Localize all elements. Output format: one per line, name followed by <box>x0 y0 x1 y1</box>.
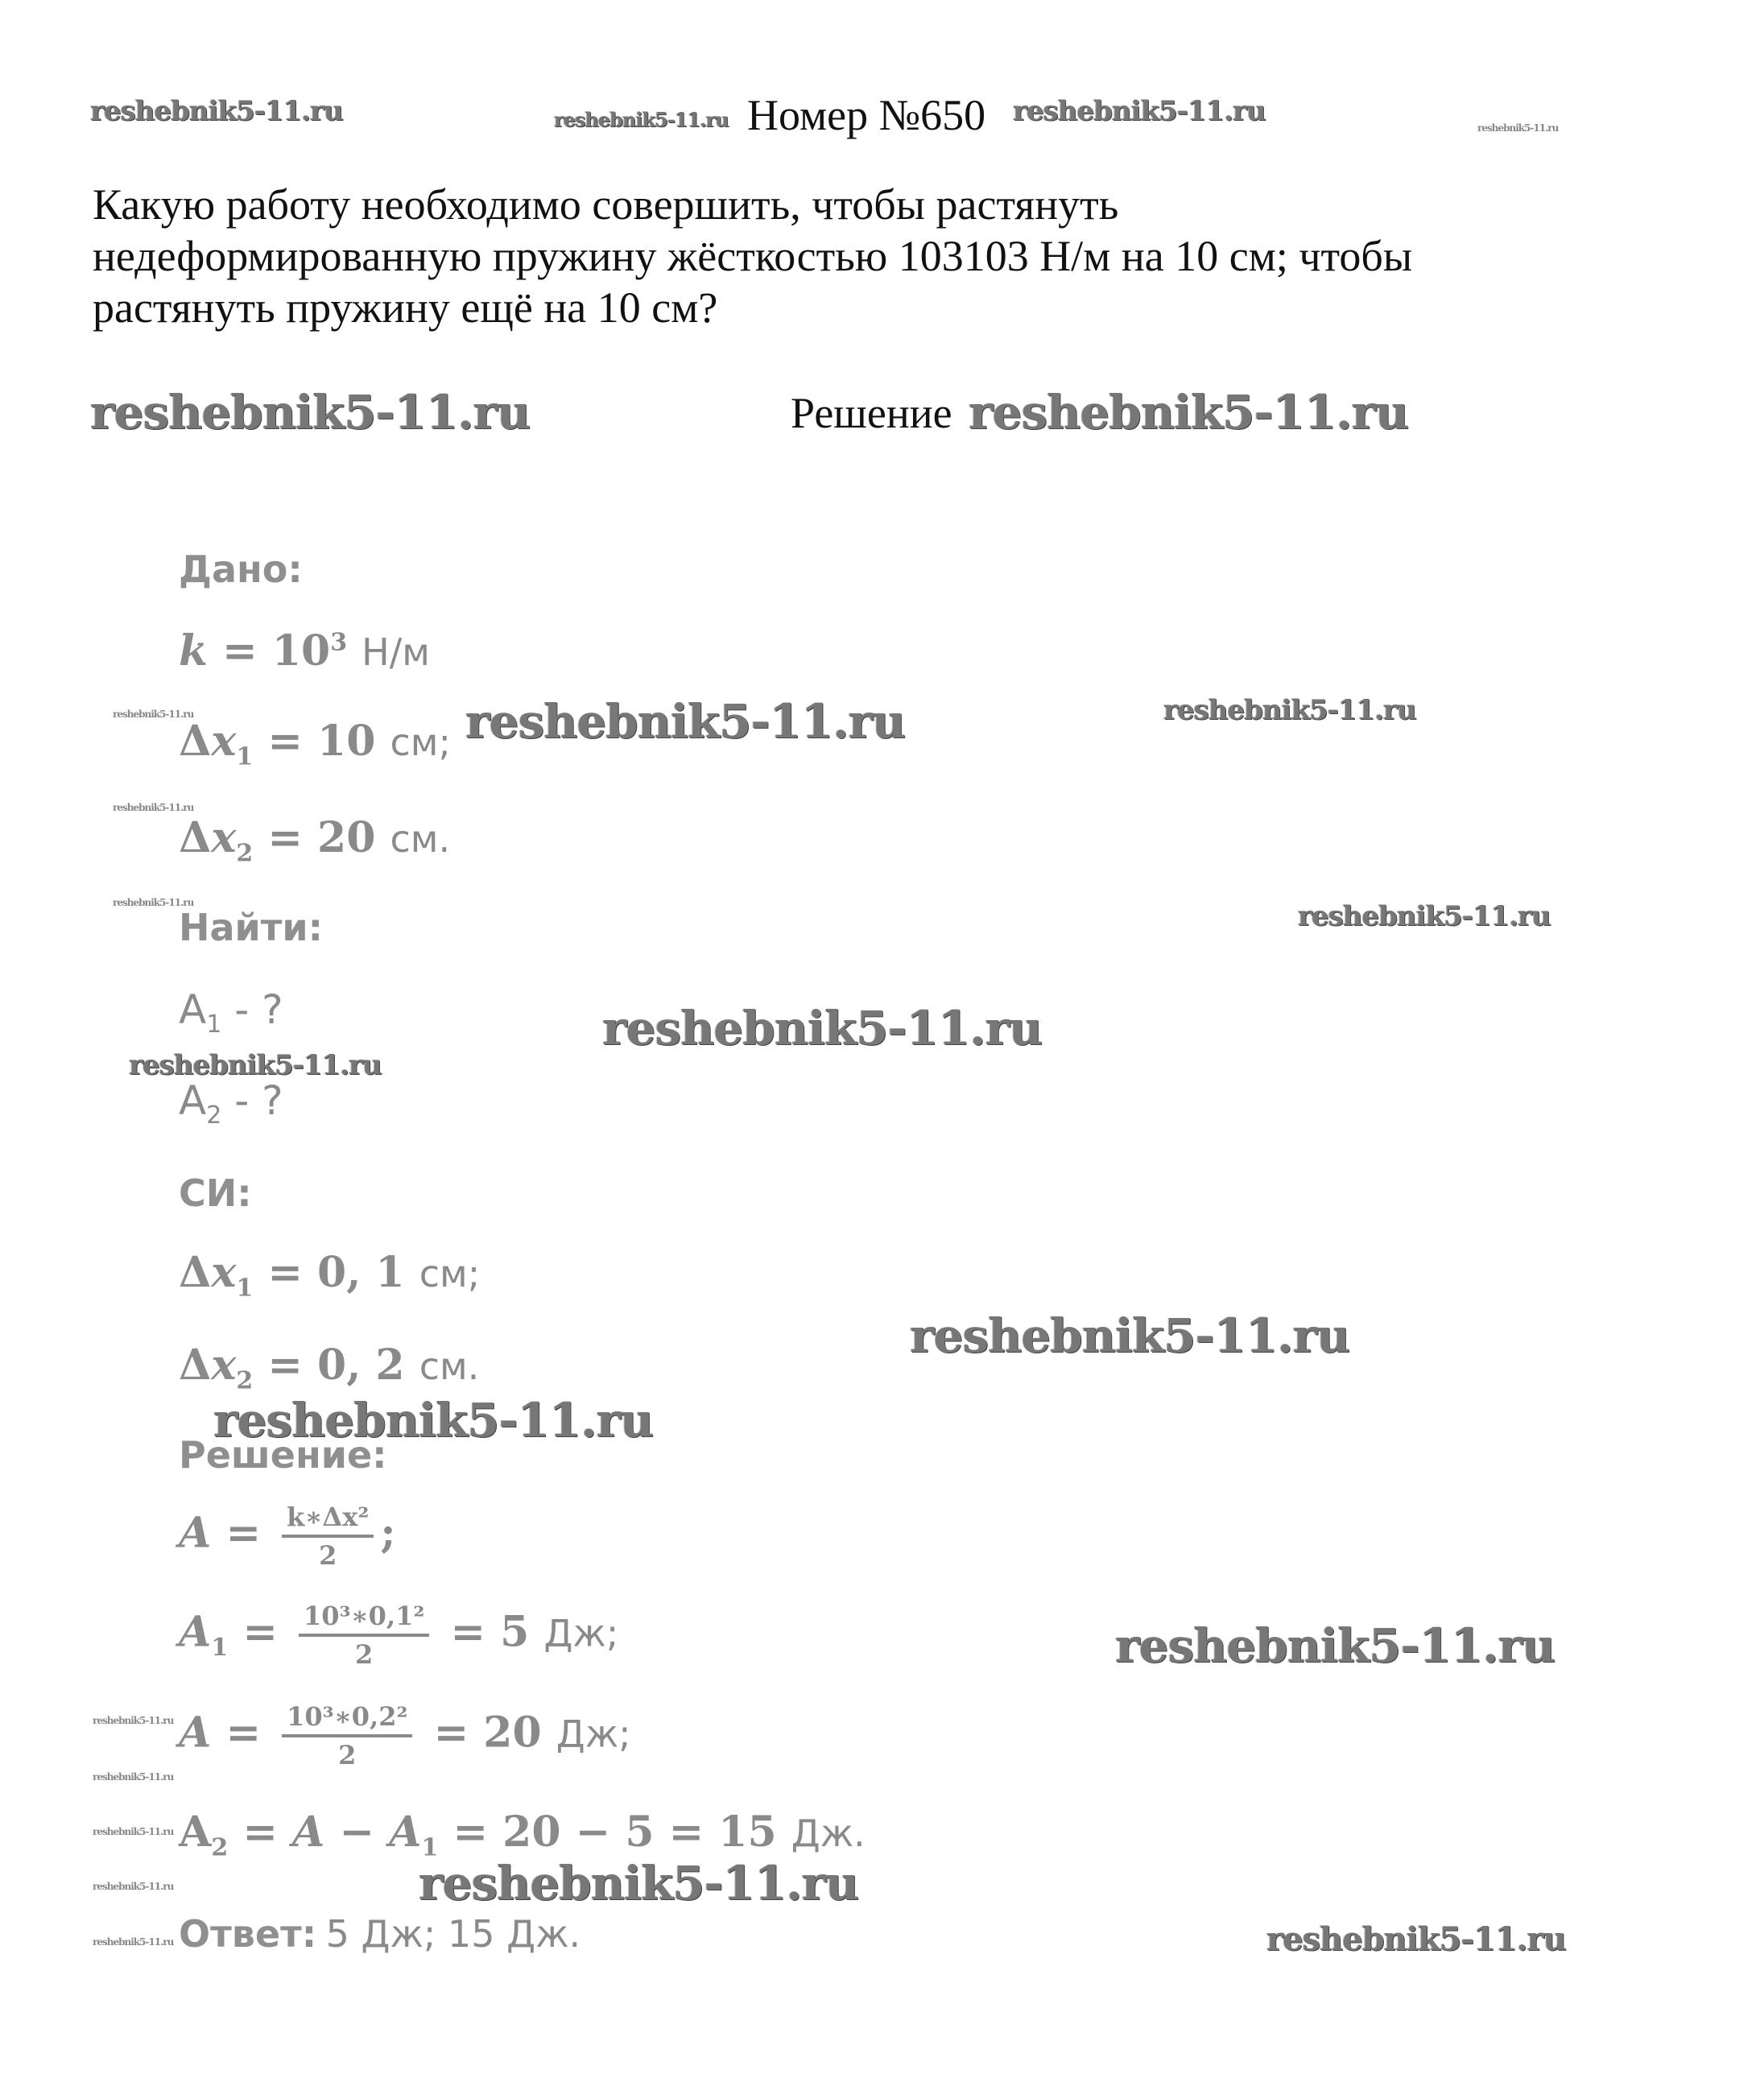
watermark: reshebnik5-11.ru <box>1298 900 1551 932</box>
watermark: reshebnik5-11.ru <box>1266 1920 1566 1958</box>
si-label: СИ: <box>179 1171 252 1215</box>
problem-title: Номер №650 <box>747 91 986 139</box>
find-label: Найти: <box>179 906 324 949</box>
watermark: reshebnik5-11.ru <box>1163 694 1416 726</box>
find-a2: $A_2$ - ? <box>179 1077 283 1130</box>
given-dx1: $\Delta x_1 = 10$ см; <box>179 717 452 771</box>
watermark: reshebnik5-11.ru <box>1115 1618 1555 1673</box>
watermark: reshebnik5-11.ru <box>93 1826 174 1837</box>
question-line: Какую работу необходимо совершить, чтобы растянуть <box>93 180 1119 229</box>
formula-a2: $A_2 = A - A_1 = 20 - 5 = 15$ Дж. <box>179 1808 865 1862</box>
watermark: reshebnik5-11.ru <box>113 709 194 720</box>
question-text <box>93 179 1663 333</box>
watermark: reshebnik5-11.ru <box>213 1393 654 1448</box>
answer: Ответ: 5 Дж; 15 Дж. <box>179 1912 581 1956</box>
watermark: reshebnik5-11.ru <box>113 802 194 813</box>
watermark: reshebnik5-11.ru <box>1013 95 1266 127</box>
watermark: reshebnik5-11.ru <box>969 385 1409 440</box>
watermark: reshebnik5-11.ru <box>602 1001 1043 1056</box>
watermark: reshebnik5-11.ru <box>554 108 729 131</box>
solution-label: Решение: <box>179 1433 387 1477</box>
find-a1: $A_1$ - ? <box>179 986 283 1039</box>
given-dx2: $\Delta x_2 = 20$ см. <box>179 813 451 868</box>
si-dx2: $\Delta x_2 = 0$, 2 см. <box>179 1341 480 1395</box>
given-k: $k = 10^3$ Н/м <box>179 626 430 675</box>
watermark: reshebnik5-11.ru <box>129 1049 382 1081</box>
question-line: недеформированную пружину жёсткостью 103103 Н/м на 10 см; чтобы <box>93 232 1413 280</box>
watermark: reshebnik5-11.ru <box>90 385 531 440</box>
formula-a1: $A_1$ = $\frac{\text{10³∗0,1²}}{2}$ = 5 Дж; <box>179 1598 618 1672</box>
given-label: Дано: <box>179 547 303 591</box>
watermark: reshebnik5-11.ru <box>910 1308 1350 1363</box>
watermark: reshebnik5-11.ru <box>93 1936 174 1948</box>
watermark: reshebnik5-11.ru <box>1477 122 1559 134</box>
watermark: reshebnik5-11.ru <box>93 1881 174 1892</box>
watermark: reshebnik5-11.ru <box>113 897 194 908</box>
watermark: reshebnik5-11.ru <box>93 1715 174 1726</box>
formula-work: A = $\frac{\text{k∗Δx²}}{2}$ ; <box>179 1499 396 1573</box>
watermark: reshebnik5-11.ru <box>90 95 343 127</box>
question-line: растянуть пружину ещё на 10 см? <box>93 283 718 332</box>
watermark: reshebnik5-11.ru <box>465 694 906 749</box>
solution-heading: Решение <box>791 389 952 437</box>
watermark: reshebnik5-11.ru <box>419 1856 859 1911</box>
si-dx1: $\Delta x_1 = 0$, 1 см; <box>179 1248 481 1303</box>
formula-a: A = $\frac{\text{10³∗0,2²}}{2}$ = 20 Дж; <box>179 1699 631 1773</box>
watermark: reshebnik5-11.ru <box>93 1771 174 1783</box>
